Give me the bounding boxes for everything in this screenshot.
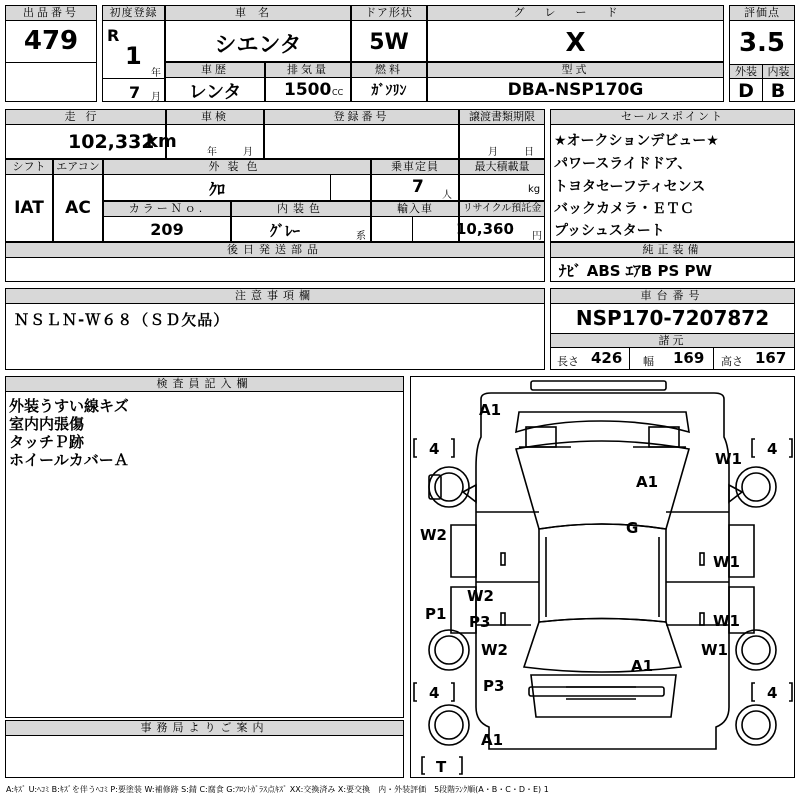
int-color: ｸﾞﾚｰ bbox=[270, 222, 301, 240]
car-name-label: 車名 bbox=[166, 6, 350, 21]
capacity-unit: 人 bbox=[442, 190, 452, 201]
capacity-label: 乗車定員 bbox=[372, 160, 458, 175]
damage-w1-fr: W1 bbox=[715, 450, 742, 468]
mileage: 102,332 bbox=[68, 131, 155, 153]
car-outline-svg bbox=[411, 377, 794, 777]
dims-label: 諸元 bbox=[551, 333, 794, 348]
int-label: 内装 bbox=[762, 64, 794, 79]
grade-label: グレード bbox=[428, 6, 723, 21]
displacement-unit: CC bbox=[332, 88, 344, 97]
lot-box bbox=[5, 5, 97, 102]
length-label: 長さ bbox=[557, 355, 579, 368]
office-box bbox=[5, 720, 404, 778]
sales-line: バックカメラ・ＥＴＣ bbox=[554, 201, 694, 217]
damage-w1-rf: W1 bbox=[713, 553, 740, 571]
damage-p3-b: P3 bbox=[483, 677, 505, 695]
car-name-box bbox=[165, 5, 351, 62]
inspector-line: 外装うすい線キズ bbox=[9, 397, 129, 415]
length: 426 bbox=[591, 349, 623, 367]
damage-w1-rr2: W1 bbox=[701, 641, 728, 659]
chassis-number: NSP170-7207872 bbox=[575, 306, 770, 330]
damage-w2-lr2: W2 bbox=[481, 641, 508, 659]
reg-no-label: 登録番号 bbox=[265, 110, 458, 125]
ext-label: 外装 bbox=[730, 64, 762, 79]
chassis-label: 車台番号 bbox=[551, 289, 794, 304]
recycle-fee: 10,360 bbox=[456, 220, 514, 238]
lot-number: 479 bbox=[23, 26, 79, 56]
legend: A:ｷｽﾞ U:ﾍｺﾐ B:ｷｽﾞを伴うﾍｺﾐ P:要塗装 W:補修跡 S:錆 C:腐食 G:ﾌﾛﾝﾄｶﾞﾗｽ点ｷｽﾞ XX:交換済み X:要交換 内・外装評価 5段階ﾗﾝｸ順(A・B・C・D・E) 1 bbox=[6, 785, 549, 794]
sales-line: プッシュスタート bbox=[554, 223, 665, 239]
height-label: 高さ bbox=[721, 355, 743, 368]
damage-a1-rear: A1 bbox=[481, 731, 504, 749]
era: R bbox=[107, 26, 120, 45]
tire-fr-mark: 4 bbox=[767, 440, 778, 458]
inspection-year-unit: 年 bbox=[207, 147, 217, 158]
tire-rr-mark: 4 bbox=[767, 684, 778, 702]
fuel: ｶﾞｿﾘﾝ bbox=[371, 83, 407, 99]
width: 169 bbox=[673, 349, 705, 367]
color-no-label: カラーＮｏ. bbox=[104, 202, 230, 217]
ac-box bbox=[53, 159, 103, 242]
max-load-box bbox=[459, 159, 545, 201]
reg-month: 7 bbox=[129, 83, 141, 102]
door-box bbox=[351, 5, 427, 62]
recycle-label: リサイクル預託金 bbox=[460, 202, 544, 217]
shift-box bbox=[5, 159, 53, 242]
inspection-month-unit: 月 bbox=[243, 147, 253, 158]
fuel-box bbox=[351, 62, 427, 102]
import-box bbox=[371, 201, 459, 242]
later-parts-box bbox=[5, 242, 545, 282]
max-load-label: 最大積載量 bbox=[460, 160, 544, 175]
inspector-line: ホイールカバーＡ bbox=[9, 451, 129, 469]
grade: X bbox=[565, 28, 586, 58]
damage-w2-lr: W2 bbox=[467, 587, 494, 605]
displacement-box bbox=[265, 62, 351, 102]
first-reg-box bbox=[102, 5, 165, 102]
damage-a1-roof: A1 bbox=[631, 657, 654, 675]
door-type: 5W bbox=[369, 30, 409, 55]
damage-p3-a: P3 bbox=[469, 613, 491, 631]
notes: ＮＳＬＮ-Ｗ６８（ＳＤ欠品） bbox=[14, 311, 230, 329]
sales-line: トヨタセーフティセンス bbox=[554, 179, 706, 195]
car-diagram bbox=[410, 376, 795, 778]
inspector-line: タッチＰ跡 bbox=[9, 433, 85, 451]
equipment-label: 純正装備 bbox=[551, 243, 794, 258]
color-no-box bbox=[103, 201, 231, 242]
ac-label: エアコン bbox=[54, 160, 102, 175]
damage-a1-front: A1 bbox=[479, 401, 502, 419]
history: レンタ bbox=[188, 82, 242, 103]
damage-a1-hood: A1 bbox=[636, 473, 659, 491]
recycle-unit: 円 bbox=[532, 231, 542, 242]
ext-color-box bbox=[103, 159, 371, 201]
transfer-box bbox=[459, 109, 545, 159]
model-code: DBA-NSP170G bbox=[507, 80, 644, 100]
ext-color: ｸﾛ bbox=[208, 180, 225, 199]
int-score: B bbox=[770, 80, 786, 102]
import-label: 輸入車 bbox=[372, 202, 458, 217]
model-label: 型式 bbox=[428, 63, 723, 78]
ext-score: D bbox=[738, 80, 754, 102]
transfer-month-unit: 月 bbox=[488, 147, 498, 158]
history-label: 車歴 bbox=[166, 63, 264, 78]
score: 3.5 bbox=[738, 28, 786, 58]
displacement-label: 排気量 bbox=[266, 63, 350, 78]
inspector-label: 検査員記入欄 bbox=[6, 377, 403, 392]
score-box bbox=[729, 5, 795, 102]
capacity-box bbox=[371, 159, 459, 201]
damage-p1-lf: P1 bbox=[425, 605, 447, 623]
damage-g-glass: G bbox=[626, 519, 639, 537]
notes-label: 注意事項欄 bbox=[6, 289, 544, 304]
max-load-unit: kg bbox=[528, 184, 541, 195]
sales-line: ★オークションデビュー★ bbox=[554, 133, 719, 149]
shift: IAT bbox=[14, 198, 44, 218]
fuel-label: 燃料 bbox=[352, 63, 426, 78]
equipment-box bbox=[550, 242, 795, 282]
color-no: 209 bbox=[150, 220, 184, 239]
inspection-label: 車検 bbox=[167, 110, 263, 125]
ext-color-label: 外装色 bbox=[104, 160, 370, 175]
mileage-box bbox=[5, 109, 177, 159]
year-unit: 年 bbox=[151, 68, 161, 79]
office-label: 事務局よりご案内 bbox=[6, 721, 403, 736]
int-color-unit: 系 bbox=[356, 231, 366, 242]
transfer-day-unit: 日 bbox=[524, 147, 534, 158]
lot-label: 出品番号 bbox=[6, 6, 96, 21]
first-reg-label: 初度登録 bbox=[103, 6, 164, 21]
inspection-box bbox=[166, 109, 264, 159]
later-parts-label: 後日発送部品 bbox=[6, 243, 544, 258]
sales-label: セールスポイント bbox=[551, 110, 794, 125]
width-label: 幅 bbox=[643, 355, 654, 368]
damage-w2-lf: W2 bbox=[420, 526, 447, 544]
door-label: ドア形状 bbox=[352, 6, 426, 21]
inspector-box bbox=[5, 376, 404, 718]
shift-label: シフト bbox=[6, 160, 52, 175]
tire-fl-mark: 4 bbox=[429, 440, 440, 458]
ac: AC bbox=[65, 198, 91, 218]
model-box bbox=[427, 62, 724, 102]
car-name: シエンタ bbox=[214, 33, 302, 58]
mileage-unit: km bbox=[146, 131, 177, 152]
spare-tire-mark: T bbox=[436, 758, 447, 776]
reg-no-box bbox=[264, 109, 459, 159]
tire-rl-mark: 4 bbox=[429, 684, 440, 702]
capacity: 7 bbox=[412, 177, 424, 197]
damage-w1-rr: W1 bbox=[713, 612, 740, 630]
history-box bbox=[165, 62, 265, 102]
reg-year: 1 bbox=[125, 42, 142, 70]
transfer-label: 譲渡書類期限 bbox=[460, 110, 544, 125]
inspector-line: 室内内張傷 bbox=[9, 415, 85, 433]
sales-point-box bbox=[550, 109, 795, 242]
notes-box bbox=[5, 288, 545, 370]
grade-box bbox=[427, 5, 724, 62]
sales-line: パワースライドドア、 bbox=[554, 156, 692, 172]
height: 167 bbox=[755, 349, 787, 367]
score-label: 評価点 bbox=[730, 6, 794, 21]
mileage-label: 走行 bbox=[6, 110, 165, 125]
int-color-box bbox=[231, 201, 371, 242]
month-unit: 月 bbox=[151, 92, 161, 103]
chassis-box bbox=[550, 288, 795, 370]
displacement: 1500 bbox=[284, 80, 332, 100]
int-color-label: 内装色 bbox=[232, 202, 370, 217]
equipment: ﾅﾋﾞ ABS ｴｱB PS PW bbox=[559, 262, 713, 280]
recycle-box bbox=[456, 201, 545, 242]
